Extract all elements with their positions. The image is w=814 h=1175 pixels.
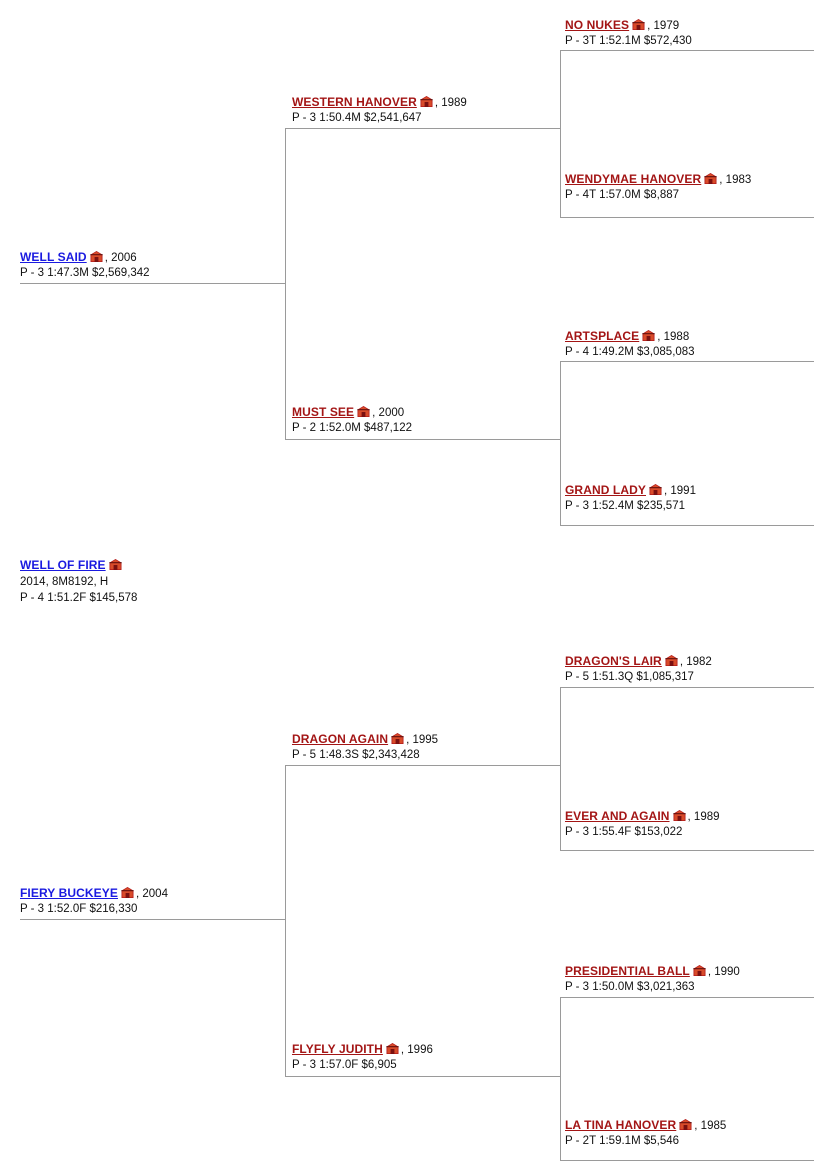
horse-year: , 2004 <box>136 888 168 900</box>
pedigree-node <box>565 483 696 513</box>
pedigree-node <box>292 732 438 762</box>
pedigree-subject <box>20 558 137 605</box>
barn-icon[interactable] <box>632 19 645 30</box>
connector-line <box>560 217 814 218</box>
horse-name-link[interactable]: NO NUKES <box>565 18 630 32</box>
connector-line <box>560 1160 814 1161</box>
horse-stats: P - 5 1:51.3Q $1,085,317 <box>565 671 694 684</box>
horse-stats: P - 3 1:50.0M $3,021,363 <box>565 981 695 994</box>
connector-line <box>285 128 286 439</box>
connector-line <box>285 765 560 766</box>
connector-line <box>285 765 286 1076</box>
pedigree-node <box>565 654 712 684</box>
pedigree-node <box>292 1042 433 1072</box>
connector-line <box>560 50 561 217</box>
connector-line <box>560 997 814 998</box>
barn-icon[interactable] <box>693 965 706 976</box>
barn-icon[interactable] <box>420 96 433 107</box>
pedigree-node <box>565 1118 726 1148</box>
horse-year: , 1979 <box>647 20 680 32</box>
subject-stats: P - 4 1:51.2F $145,578 <box>20 592 138 605</box>
connector-line <box>560 525 814 526</box>
pedigree-node <box>20 886 168 916</box>
connector-line <box>560 687 814 688</box>
barn-icon[interactable] <box>391 733 404 744</box>
horse-stats: P - 3 1:50.4M $2,541,647 <box>292 112 422 125</box>
barn-icon[interactable] <box>704 173 717 184</box>
pedigree-node <box>565 18 692 48</box>
barn-icon[interactable] <box>649 484 662 495</box>
horse-name-link[interactable]: FIERY BUCKEYE <box>20 886 118 900</box>
horse-name-link[interactable]: MUST SEE <box>292 405 355 419</box>
horse-stats: P - 3T 1:52.1M $572,430 <box>565 35 692 48</box>
horse-year: , 1990 <box>707 966 740 978</box>
barn-icon[interactable] <box>109 559 122 570</box>
connector-line <box>20 919 285 920</box>
pedigree-node <box>292 405 412 435</box>
horse-name-link[interactable]: FLYFLY JUDITH <box>292 1042 383 1056</box>
barn-icon[interactable] <box>90 251 103 262</box>
pedigree-node <box>292 95 467 125</box>
connector-line <box>20 283 285 284</box>
barn-icon[interactable] <box>121 887 134 898</box>
horse-name-link[interactable]: WELL SAID <box>20 250 87 264</box>
horse-name-link[interactable]: LA TINA HANOVER <box>565 1118 677 1132</box>
barn-icon[interactable] <box>357 406 370 417</box>
horse-stats: P - 4T 1:57.0M $8,887 <box>565 189 680 202</box>
horse-name-link[interactable]: GRAND LADY <box>565 483 646 497</box>
connector-line <box>560 687 561 850</box>
connector-line <box>285 128 560 129</box>
horse-name-link[interactable]: WESTERN HANOVER <box>292 95 417 109</box>
pedigree-node <box>20 250 150 280</box>
connector-line <box>285 1076 560 1077</box>
horse-name-link[interactable]: WENDYMAE HANOVER <box>565 172 702 186</box>
barn-icon[interactable] <box>386 1043 399 1054</box>
pedigree-node <box>565 964 740 994</box>
horse-year: , 1989 <box>434 97 467 109</box>
horse-stats: P - 3 1:57.0F $6,905 <box>292 1059 397 1072</box>
horse-stats: P - 5 1:48.3S $2,343,428 <box>292 749 420 762</box>
horse-stats: P - 2T 1:59.1M $5,546 <box>565 1135 680 1148</box>
horse-name-link[interactable]: DRAGON AGAIN <box>292 732 389 746</box>
pedigree-node <box>565 172 751 202</box>
barn-icon[interactable] <box>679 1119 692 1130</box>
horse-name-link[interactable]: DRAGON'S LAIR <box>565 654 662 668</box>
pedigree-node <box>565 329 695 359</box>
barn-icon[interactable] <box>642 330 655 341</box>
horse-name-link[interactable]: WELL OF FIRE <box>20 558 106 572</box>
horse-year: , 2000 <box>372 407 405 419</box>
horse-year: , 1988 <box>657 331 690 343</box>
horse-year: , 2006 <box>104 252 137 264</box>
horse-stats: P - 3 1:55.4F $153,022 <box>565 826 683 839</box>
barn-icon[interactable] <box>665 655 678 666</box>
horse-year: , 1991 <box>664 485 696 497</box>
horse-name-link[interactable]: PRESIDENTIAL BALL <box>565 964 690 978</box>
horse-stats: P - 2 1:52.0M $487,122 <box>292 422 412 435</box>
connector-line <box>560 997 561 1160</box>
pedigree-node <box>565 809 720 839</box>
horse-year: , 1982 <box>679 656 712 668</box>
horse-year: , 1985 <box>694 1120 727 1132</box>
connector-line <box>560 361 561 525</box>
horse-stats: P - 4 1:49.2M $3,085,083 <box>565 346 695 359</box>
subject-meta: 2014, 8M8192, H <box>20 576 109 589</box>
horse-year: , 1995 <box>406 734 439 746</box>
barn-icon[interactable] <box>673 810 686 821</box>
horse-stats: P - 3 1:52.4M $235,571 <box>565 500 685 513</box>
horse-year: , 1996 <box>400 1044 433 1056</box>
horse-year: , 1983 <box>719 174 752 186</box>
horse-stats: P - 3 1:52.0F $216,330 <box>20 903 138 916</box>
horse-stats: P - 3 1:47.3M $2,569,342 <box>20 267 150 280</box>
connector-line <box>560 361 814 362</box>
horse-year: , 1989 <box>687 811 720 823</box>
connector-line <box>560 850 814 851</box>
horse-name-link[interactable]: EVER AND AGAIN <box>565 809 670 823</box>
horse-name-link[interactable]: ARTSPLACE <box>565 329 640 343</box>
connector-line <box>560 50 814 51</box>
connector-line <box>285 439 560 440</box>
